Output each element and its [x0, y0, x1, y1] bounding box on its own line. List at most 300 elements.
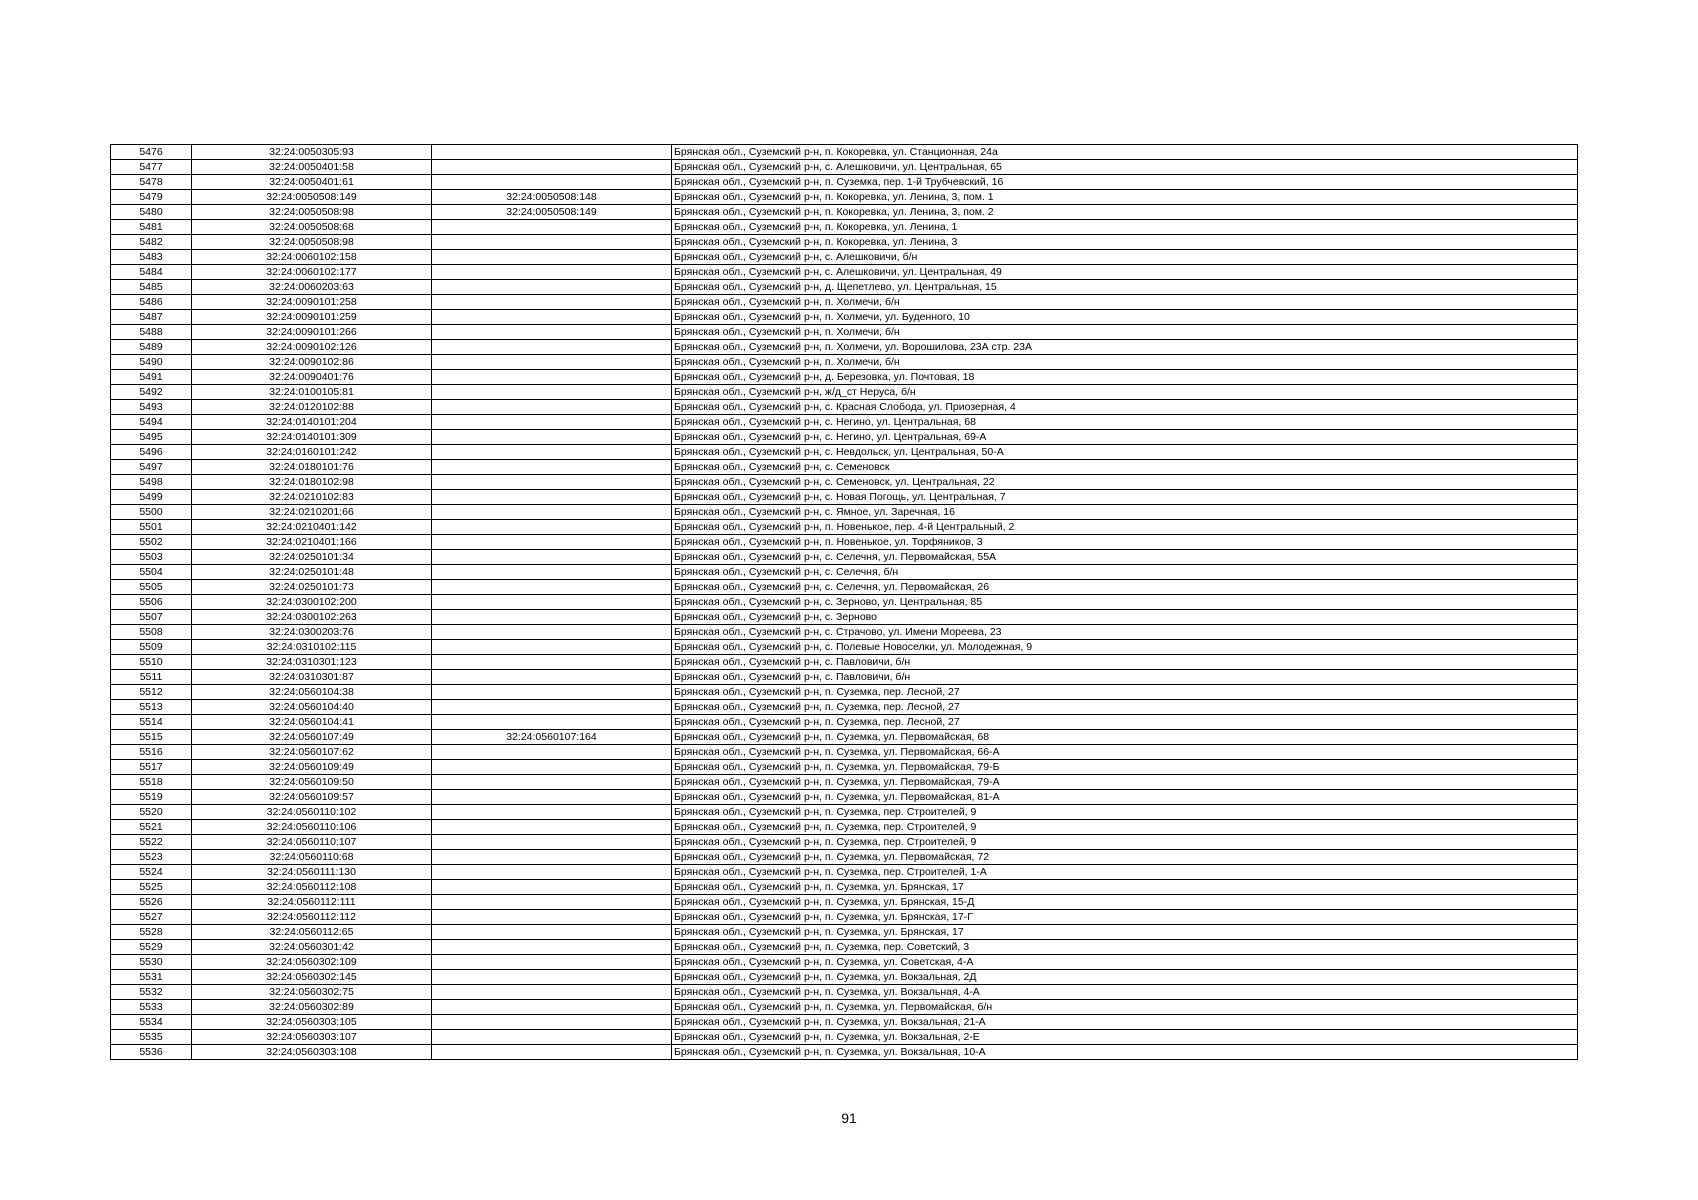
row-number-cell: 5479 — [111, 190, 192, 205]
row-number-cell: 5476 — [111, 145, 192, 160]
related-cadastral-number-cell — [432, 865, 672, 880]
table-row — [111, 1015, 1578, 1030]
table-row — [111, 190, 1578, 205]
address-cell: Брянская обл., Суземский р-н, с. Алешковичи, ул. Центральная, 65 — [672, 160, 1578, 175]
table-row — [111, 1030, 1578, 1045]
related-cadastral-number-cell — [432, 715, 672, 730]
related-cadastral-number-cell — [432, 280, 672, 295]
cadastral-number-cell: 32:24:0250101:34 — [192, 550, 432, 565]
row-number-cell: 5485 — [111, 280, 192, 295]
row-number-cell: 5481 — [111, 220, 192, 235]
address-cell: Брянская обл., Суземский р-н, п. Суземка, ул. Брянская, 17 — [672, 925, 1578, 940]
cadastral-number-cell: 32:24:0560109:50 — [192, 775, 432, 790]
related-cadastral-number-cell — [432, 460, 672, 475]
cadastral-number-cell: 32:24:0560112:112 — [192, 910, 432, 925]
cadastral-number-cell: 32:24:0100105:81 — [192, 385, 432, 400]
row-number-cell: 5495 — [111, 430, 192, 445]
row-number-cell: 5519 — [111, 790, 192, 805]
cadastral-number-cell: 32:24:0560303:108 — [192, 1045, 432, 1060]
address-cell: Брянская обл., Суземский р-н, п. Холмечи, б/н — [672, 295, 1578, 310]
cadastral-number-cell: 32:24:0090101:259 — [192, 310, 432, 325]
row-number-cell: 5501 — [111, 520, 192, 535]
address-cell: Брянская обл., Суземский р-н, с. Красная Слобода, ул. Приозерная, 4 — [672, 400, 1578, 415]
cadastral-number-cell: 32:24:0560104:38 — [192, 685, 432, 700]
table-row — [111, 415, 1578, 430]
address-cell: Брянская обл., Суземский р-н, с. Зерново — [672, 610, 1578, 625]
row-number-cell: 5512 — [111, 685, 192, 700]
table-row — [111, 505, 1578, 520]
cadastral-number-cell: 32:24:0050508:68 — [192, 220, 432, 235]
related-cadastral-number-cell — [432, 565, 672, 580]
related-cadastral-number-cell — [432, 535, 672, 550]
address-cell: Брянская обл., Суземский р-н, п. Суземка, пер. Лесной, 27 — [672, 700, 1578, 715]
cadastral-number-cell: 32:24:0090102:86 — [192, 355, 432, 370]
row-number-cell: 5484 — [111, 265, 192, 280]
address-cell: Брянская обл., Суземский р-н, п. Суземка, пер. Советский, 3 — [672, 940, 1578, 955]
row-number-cell: 5516 — [111, 745, 192, 760]
cadastral-number-cell: 32:24:0090401:76 — [192, 370, 432, 385]
address-cell: Брянская обл., Суземский р-н, п. Суземка, пер. Строителей, 9 — [672, 805, 1578, 820]
cadastral-number-cell: 32:24:0180101:76 — [192, 460, 432, 475]
related-cadastral-number-cell — [432, 160, 672, 175]
cadastral-number-cell: 32:24:0050401:61 — [192, 175, 432, 190]
cadastral-number-cell: 32:24:0210401:142 — [192, 520, 432, 535]
row-number-cell: 5513 — [111, 700, 192, 715]
address-cell: Брянская обл., Суземский р-н, ж/д_ст Неруса, б/н — [672, 385, 1578, 400]
table-row — [111, 685, 1578, 700]
related-cadastral-number-cell: 32:24:0560107:164 — [432, 730, 672, 745]
related-cadastral-number-cell — [432, 820, 672, 835]
page-number: 91 — [841, 1110, 857, 1126]
cadastral-number-cell: 32:24:0060102:177 — [192, 265, 432, 280]
cadastral-number-cell: 32:24:0310301:87 — [192, 670, 432, 685]
row-number-cell: 5480 — [111, 205, 192, 220]
related-cadastral-number-cell: 32:24:0050508:149 — [432, 205, 672, 220]
related-cadastral-number-cell — [432, 955, 672, 970]
cadastral-number-cell: 32:24:0560111:130 — [192, 865, 432, 880]
address-cell: Брянская обл., Суземский р-н, п. Суземка, ул. Первомайская, 81-А — [672, 790, 1578, 805]
row-number-cell: 5511 — [111, 670, 192, 685]
related-cadastral-number-cell — [432, 895, 672, 910]
row-number-cell: 5505 — [111, 580, 192, 595]
related-cadastral-number-cell — [432, 145, 672, 160]
related-cadastral-number-cell — [432, 370, 672, 385]
cadastral-number-cell: 32:24:0090101:266 — [192, 325, 432, 340]
table-row — [111, 865, 1578, 880]
cadastral-number-cell: 32:24:0300102:263 — [192, 610, 432, 625]
table-row — [111, 310, 1578, 325]
table-row — [111, 625, 1578, 640]
address-cell: Брянская обл., Суземский р-н, с. Полевые Новоселки, ул. Молодежная, 9 — [672, 640, 1578, 655]
related-cadastral-number-cell — [432, 325, 672, 340]
cadastral-number-cell: 32:24:0560303:107 — [192, 1030, 432, 1045]
table-row — [111, 940, 1578, 955]
cadastral-number-cell: 32:24:0050305:93 — [192, 145, 432, 160]
address-cell: Брянская обл., Суземский р-н, п. Суземка, ул. Первомайская, б/н — [672, 1000, 1578, 1015]
address-cell: Брянская обл., Суземский р-н, с. Алешковичи, ул. Центральная, 49 — [672, 265, 1578, 280]
address-cell: Брянская обл., Суземский р-н, п. Суземка, ул. Брянская, 17 — [672, 880, 1578, 895]
row-number-cell: 5487 — [111, 310, 192, 325]
row-number-cell: 5507 — [111, 610, 192, 625]
table-row — [111, 805, 1578, 820]
table-row — [111, 160, 1578, 175]
address-cell: Брянская обл., Суземский р-н, п. Суземка, ул. Первомайская, 68 — [672, 730, 1578, 745]
related-cadastral-number-cell — [432, 655, 672, 670]
table-row — [111, 340, 1578, 355]
related-cadastral-number-cell — [432, 745, 672, 760]
cadastral-number-cell: 32:24:0560112:65 — [192, 925, 432, 940]
address-cell: Брянская обл., Суземский р-н, п. Суземка, пер. Строителей, 1-А — [672, 865, 1578, 880]
row-number-cell: 5490 — [111, 355, 192, 370]
table-row — [111, 385, 1578, 400]
cadastral-number-cell: 32:24:0560301:42 — [192, 940, 432, 955]
row-number-cell: 5528 — [111, 925, 192, 940]
row-number-cell: 5478 — [111, 175, 192, 190]
address-cell: Брянская обл., Суземский р-н, п. Холмечи, ул. Буденного, 10 — [672, 310, 1578, 325]
address-cell: Брянская обл., Суземский р-н, п. Суземка, ул. Вокзальная, 4-А — [672, 985, 1578, 1000]
table-row — [111, 760, 1578, 775]
related-cadastral-number-cell: 32:24:0050508:148 — [432, 190, 672, 205]
address-cell: Брянская обл., Суземский р-н, п. Суземка, ул. Брянская, 17-Г — [672, 910, 1578, 925]
table-row — [111, 790, 1578, 805]
related-cadastral-number-cell — [432, 910, 672, 925]
table-row — [111, 730, 1578, 745]
related-cadastral-number-cell — [432, 1015, 672, 1030]
table-row — [111, 430, 1578, 445]
cadastral-number-cell: 32:24:0120102:88 — [192, 400, 432, 415]
address-cell: Брянская обл., Суземский р-н, п. Суземка, ул. Первомайская, 79-А — [672, 775, 1578, 790]
table-row — [111, 220, 1578, 235]
address-cell: Брянская обл., Суземский р-н, п. Новенькое, ул. Торфяников, 3 — [672, 535, 1578, 550]
related-cadastral-number-cell — [432, 250, 672, 265]
address-cell: Брянская обл., Суземский р-н, с. Новая Погощь, ул. Центральная, 7 — [672, 490, 1578, 505]
row-number-cell: 5534 — [111, 1015, 192, 1030]
row-number-cell: 5489 — [111, 340, 192, 355]
row-number-cell: 5498 — [111, 475, 192, 490]
related-cadastral-number-cell — [432, 835, 672, 850]
related-cadastral-number-cell — [432, 505, 672, 520]
cadastral-number-cell: 32:24:0560302:89 — [192, 1000, 432, 1015]
row-number-cell: 5536 — [111, 1045, 192, 1060]
cadastral-number-cell: 32:24:0050401:58 — [192, 160, 432, 175]
table-row — [111, 145, 1578, 160]
row-number-cell: 5504 — [111, 565, 192, 580]
table-row — [111, 700, 1578, 715]
row-number-cell: 5496 — [111, 445, 192, 460]
address-cell: Брянская обл., Суземский р-н, с. Семеновск — [672, 460, 1578, 475]
related-cadastral-number-cell — [432, 610, 672, 625]
address-cell: Брянская обл., Суземский р-н, п. Холмечи, б/н — [672, 355, 1578, 370]
related-cadastral-number-cell — [432, 670, 672, 685]
cadastral-number-cell: 32:24:0560110:68 — [192, 850, 432, 865]
related-cadastral-number-cell — [432, 355, 672, 370]
table-row — [111, 175, 1578, 190]
address-cell: Брянская обл., Суземский р-н, п. Суземка, ул. Первомайская, 72 — [672, 850, 1578, 865]
related-cadastral-number-cell — [432, 685, 672, 700]
table-row — [111, 565, 1578, 580]
address-cell: Брянская обл., Суземский р-н, п. Кокоревка, ул. Ленина, 3, пом. 1 — [672, 190, 1578, 205]
table-row — [111, 715, 1578, 730]
table-row — [111, 460, 1578, 475]
related-cadastral-number-cell — [432, 475, 672, 490]
related-cadastral-number-cell — [432, 265, 672, 280]
address-cell: Брянская обл., Суземский р-н, п. Новенькое, пер. 4-й Центральный, 2 — [672, 520, 1578, 535]
row-number-cell: 5515 — [111, 730, 192, 745]
related-cadastral-number-cell — [432, 805, 672, 820]
row-number-cell: 5535 — [111, 1030, 192, 1045]
table-row — [111, 235, 1578, 250]
row-number-cell: 5494 — [111, 415, 192, 430]
cadastral-number-cell: 32:24:0560112:108 — [192, 880, 432, 895]
cadastral-number-cell: 32:24:0180102:98 — [192, 475, 432, 490]
table-row — [111, 655, 1578, 670]
address-cell: Брянская обл., Суземский р-н, п. Суземка, ул. Первомайская, 79-Б — [672, 760, 1578, 775]
cadastral-number-cell: 32:24:0050508:98 — [192, 205, 432, 220]
table-row — [111, 955, 1578, 970]
cadastral-number-cell: 32:24:0050508:149 — [192, 190, 432, 205]
related-cadastral-number-cell — [432, 700, 672, 715]
cadastral-number-cell: 32:24:0060102:158 — [192, 250, 432, 265]
address-cell: Брянская обл., Суземский р-н, с. Семеновск, ул. Центральная, 22 — [672, 475, 1578, 490]
cadastral-number-cell: 32:24:0090101:258 — [192, 295, 432, 310]
related-cadastral-number-cell — [432, 235, 672, 250]
related-cadastral-number-cell — [432, 850, 672, 865]
table-row — [111, 250, 1578, 265]
row-number-cell: 5506 — [111, 595, 192, 610]
address-cell: Брянская обл., Суземский р-н, с. Зерново, ул. Центральная, 85 — [672, 595, 1578, 610]
cadastral-number-cell: 32:24:0210201:66 — [192, 505, 432, 520]
row-number-cell: 5486 — [111, 295, 192, 310]
address-cell: Брянская обл., Суземский р-н, п. Суземка, пер. Лесной, 27 — [672, 685, 1578, 700]
cadastral-number-cell: 32:24:0560302:145 — [192, 970, 432, 985]
cadastral-number-cell: 32:24:0060203:63 — [192, 280, 432, 295]
cadastral-number-cell: 32:24:0560107:49 — [192, 730, 432, 745]
table-row — [111, 580, 1578, 595]
row-number-cell: 5502 — [111, 535, 192, 550]
related-cadastral-number-cell — [432, 790, 672, 805]
address-cell: Брянская обл., Суземский р-н, п. Суземка, ул. Вокзальная, 21-А — [672, 1015, 1578, 1030]
row-number-cell: 5527 — [111, 910, 192, 925]
address-cell: Брянская обл., Суземский р-н, п. Холмечи, ул. Ворошилова, 23А стр. 23А — [672, 340, 1578, 355]
related-cadastral-number-cell — [432, 310, 672, 325]
table-row — [111, 835, 1578, 850]
related-cadastral-number-cell — [432, 940, 672, 955]
cadastral-number-cell: 32:24:0560110:107 — [192, 835, 432, 850]
cadastral-number-cell: 32:24:0560302:75 — [192, 985, 432, 1000]
related-cadastral-number-cell — [432, 925, 672, 940]
related-cadastral-number-cell — [432, 760, 672, 775]
cadastral-number-cell: 32:24:0140101:204 — [192, 415, 432, 430]
table-row — [111, 280, 1578, 295]
table-row — [111, 535, 1578, 550]
cadastral-number-cell: 32:24:0310102:115 — [192, 640, 432, 655]
related-cadastral-number-cell — [432, 625, 672, 640]
related-cadastral-number-cell — [432, 385, 672, 400]
row-number-cell: 5518 — [111, 775, 192, 790]
table-row — [111, 745, 1578, 760]
related-cadastral-number-cell — [432, 400, 672, 415]
related-cadastral-number-cell — [432, 175, 672, 190]
address-cell: Брянская обл., Суземский р-н, с. Страчово, ул. Имени Мореева, 23 — [672, 625, 1578, 640]
row-number-cell: 5503 — [111, 550, 192, 565]
related-cadastral-number-cell — [432, 340, 672, 355]
table-row — [111, 400, 1578, 415]
related-cadastral-number-cell — [432, 220, 672, 235]
related-cadastral-number-cell — [432, 1030, 672, 1045]
related-cadastral-number-cell — [432, 1045, 672, 1060]
table-row — [111, 820, 1578, 835]
cadastral-number-cell: 32:24:0560110:102 — [192, 805, 432, 820]
row-number-cell: 5514 — [111, 715, 192, 730]
row-number-cell: 5532 — [111, 985, 192, 1000]
row-number-cell: 5531 — [111, 970, 192, 985]
address-cell: Брянская обл., Суземский р-н, п. Суземка, ул. Вокзальная, 2-Е — [672, 1030, 1578, 1045]
address-cell: Брянская обл., Суземский р-н, п. Суземка, ул. Вокзальная, 2Д — [672, 970, 1578, 985]
address-cell: Брянская обл., Суземский р-н, с. Негино, ул. Центральная, 69-А — [672, 430, 1578, 445]
related-cadastral-number-cell — [432, 295, 672, 310]
row-number-cell: 5524 — [111, 865, 192, 880]
row-number-cell: 5491 — [111, 370, 192, 385]
cadastral-number-cell: 32:24:0300203:76 — [192, 625, 432, 640]
table-row — [111, 295, 1578, 310]
table-row — [111, 355, 1578, 370]
address-cell: Брянская обл., Суземский р-н, п. Кокоревка, ул. Ленина, 3 — [672, 235, 1578, 250]
address-cell: Брянская обл., Суземский р-н, с. Селечня, ул. Первомайская, 26 — [672, 580, 1578, 595]
related-cadastral-number-cell — [432, 580, 672, 595]
table-row — [111, 1000, 1578, 1015]
address-cell: Брянская обл., Суземский р-н, п. Суземка, ул. Советская, 4-А — [672, 955, 1578, 970]
row-number-cell: 5533 — [111, 1000, 192, 1015]
address-cell: Брянская обл., Суземский р-н, д. Березовка, ул. Почтовая, 18 — [672, 370, 1578, 385]
cadastral-number-cell: 32:24:0560302:109 — [192, 955, 432, 970]
row-number-cell: 5526 — [111, 895, 192, 910]
table-row — [111, 490, 1578, 505]
row-number-cell: 5523 — [111, 850, 192, 865]
table-row — [111, 880, 1578, 895]
related-cadastral-number-cell — [432, 550, 672, 565]
address-cell: Брянская обл., Суземский р-н, п. Суземка, пер. 1-й Трубчевский, 16 — [672, 175, 1578, 190]
address-cell: Брянская обл., Суземский р-н, п. Суземка, пер. Строителей, 9 — [672, 820, 1578, 835]
row-number-cell: 5488 — [111, 325, 192, 340]
address-cell: Брянская обл., Суземский р-н, п. Суземка, ул. Первомайская, 66-А — [672, 745, 1578, 760]
cadastral-number-cell: 32:24:0560303:105 — [192, 1015, 432, 1030]
address-cell: Брянская обл., Суземский р-н, с. Ямное, ул. Заречная, 16 — [672, 505, 1578, 520]
cadastral-number-cell: 32:24:0140101:309 — [192, 430, 432, 445]
row-number-cell: 5483 — [111, 250, 192, 265]
related-cadastral-number-cell — [432, 430, 672, 445]
table-row — [111, 520, 1578, 535]
row-number-cell: 5520 — [111, 805, 192, 820]
row-number-cell: 5499 — [111, 490, 192, 505]
row-number-cell: 5482 — [111, 235, 192, 250]
table-row — [111, 910, 1578, 925]
cadastral-number-cell: 32:24:0560109:57 — [192, 790, 432, 805]
cadastral-number-cell: 32:24:0560110:106 — [192, 820, 432, 835]
row-number-cell: 5497 — [111, 460, 192, 475]
table-row — [111, 370, 1578, 385]
table-row — [111, 640, 1578, 655]
cadastral-number-cell: 32:24:0090102:126 — [192, 340, 432, 355]
registry-table-body — [111, 145, 1578, 1060]
table-row — [111, 325, 1578, 340]
cadastral-number-cell: 32:24:0160101:242 — [192, 445, 432, 460]
address-cell: Брянская обл., Суземский р-н, п. Суземка, ул. Брянская, 15-Д — [672, 895, 1578, 910]
registry-table — [110, 144, 1578, 1060]
address-cell: Брянская обл., Суземский р-н, с. Павловичи, б/н — [672, 670, 1578, 685]
address-cell: Брянская обл., Суземский р-н, с. Алешковичи, б/н — [672, 250, 1578, 265]
table-row — [111, 850, 1578, 865]
related-cadastral-number-cell — [432, 445, 672, 460]
table-row — [111, 475, 1578, 490]
address-cell: Брянская обл., Суземский р-н, д. Щепетлево, ул. Центральная, 15 — [672, 280, 1578, 295]
cadastral-number-cell: 32:24:0560112:111 — [192, 895, 432, 910]
cadastral-number-cell: 32:24:0250101:73 — [192, 580, 432, 595]
cadastral-number-cell: 32:24:0560107:62 — [192, 745, 432, 760]
cadastral-number-cell: 32:24:0210102:83 — [192, 490, 432, 505]
address-cell: Брянская обл., Суземский р-н, п. Кокоревка, ул. Станционная, 24а — [672, 145, 1578, 160]
related-cadastral-number-cell — [432, 1000, 672, 1015]
table-row — [111, 775, 1578, 790]
table-row — [111, 205, 1578, 220]
address-cell: Брянская обл., Суземский р-н, с. Селечня, ул. Первомайская, 55А — [672, 550, 1578, 565]
table-row — [111, 970, 1578, 985]
row-number-cell: 5529 — [111, 940, 192, 955]
table-row — [111, 985, 1578, 1000]
related-cadastral-number-cell — [432, 985, 672, 1000]
table-row — [111, 265, 1578, 280]
cadastral-number-cell: 32:24:0560104:40 — [192, 700, 432, 715]
cadastral-number-cell: 32:24:0560109:49 — [192, 760, 432, 775]
table-row — [111, 925, 1578, 940]
cadastral-number-cell: 32:24:0300102:200 — [192, 595, 432, 610]
address-cell: Брянская обл., Суземский р-н, с. Павловичи, б/н — [672, 655, 1578, 670]
address-cell: Брянская обл., Суземский р-н, п. Суземка, пер. Лесной, 27 — [672, 715, 1578, 730]
address-cell: Брянская обл., Суземский р-н, п. Холмечи, б/н — [672, 325, 1578, 340]
related-cadastral-number-cell — [432, 415, 672, 430]
row-number-cell: 5477 — [111, 160, 192, 175]
cadastral-number-cell: 32:24:0050508:98 — [192, 235, 432, 250]
row-number-cell: 5525 — [111, 880, 192, 895]
row-number-cell: 5509 — [111, 640, 192, 655]
table-row — [111, 550, 1578, 565]
related-cadastral-number-cell — [432, 880, 672, 895]
cadastral-number-cell: 32:24:0310301:123 — [192, 655, 432, 670]
row-number-cell: 5493 — [111, 400, 192, 415]
related-cadastral-number-cell — [432, 970, 672, 985]
row-number-cell: 5522 — [111, 835, 192, 850]
row-number-cell: 5530 — [111, 955, 192, 970]
related-cadastral-number-cell — [432, 520, 672, 535]
row-number-cell: 5508 — [111, 625, 192, 640]
address-cell: Брянская обл., Суземский р-н, с. Невдольск, ул. Центральная, 50-А — [672, 445, 1578, 460]
related-cadastral-number-cell — [432, 775, 672, 790]
related-cadastral-number-cell — [432, 595, 672, 610]
row-number-cell: 5517 — [111, 760, 192, 775]
table-row — [111, 595, 1578, 610]
table-row — [111, 895, 1578, 910]
address-cell: Брянская обл., Суземский р-н, с. Негино, ул. Центральная, 68 — [672, 415, 1578, 430]
row-number-cell: 5510 — [111, 655, 192, 670]
cadastral-number-cell: 32:24:0250101:48 — [192, 565, 432, 580]
address-cell: Брянская обл., Суземский р-н, п. Кокоревка, ул. Ленина, 1 — [672, 220, 1578, 235]
cadastral-number-cell: 32:24:0560104:41 — [192, 715, 432, 730]
address-cell: Брянская обл., Суземский р-н, п. Суземка, ул. Вокзальная, 10-А — [672, 1045, 1578, 1060]
cadastral-number-cell: 32:24:0210401:166 — [192, 535, 432, 550]
row-number-cell: 5492 — [111, 385, 192, 400]
address-cell: Брянская обл., Суземский р-н, с. Селечня, б/н — [672, 565, 1578, 580]
related-cadastral-number-cell — [432, 490, 672, 505]
row-number-cell: 5500 — [111, 505, 192, 520]
